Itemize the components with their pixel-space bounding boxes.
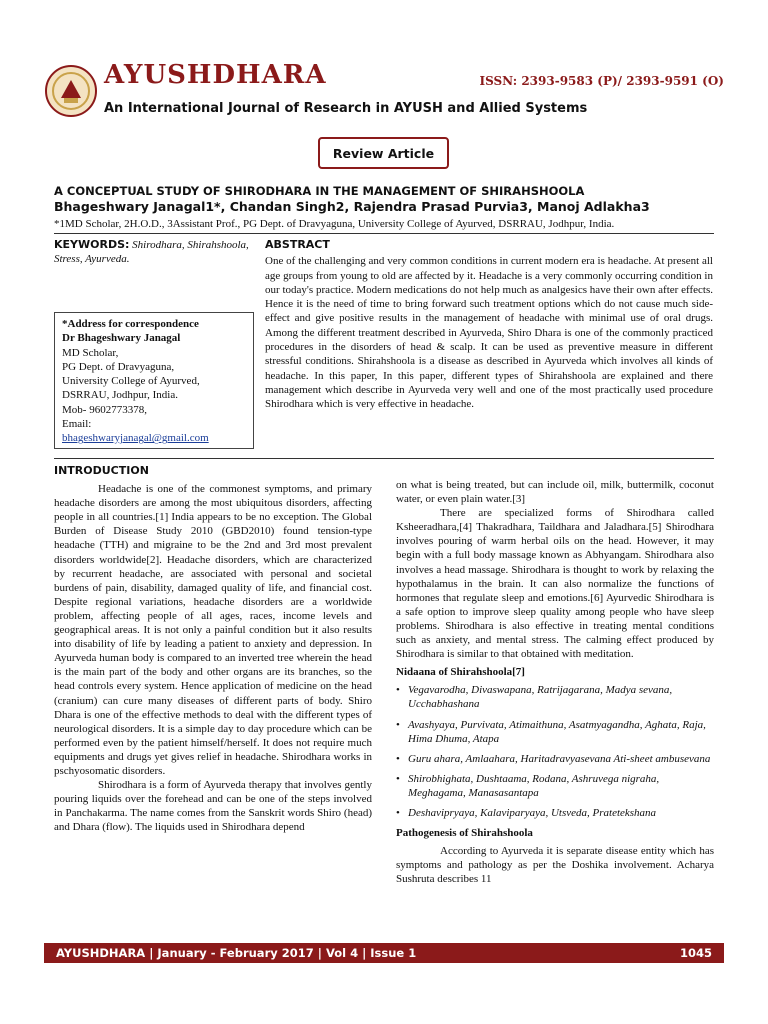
abstract-block (265, 238, 713, 412)
paragraph: on what is being treated, but can include oil, milk, buttermilk, coconut water, or even plain water.[3] (396, 479, 714, 506)
page-footer (44, 943, 724, 963)
paragraph: There are specialized forms of Shirodhara called Ksheeradhara,[4] Thakradhara, Taildhara and Jaladhara.[5] Shirodhara involves pouring of warm herbal oils on the head. However, it may begin with a full body massage known as Abhyangam. Shirodhara also involves a head massage. Shirodhara is thought to work by relaxing the hypothalamus in the brain. It can also normalize the functions of hormones that regulate sleep and emotions.[6] Ayurvedic Shirodhara is a safe option to improve sleep quality among people who have sleep problems. Shirodhara is also effective in treating mental conditions such as anxiety, and mental stress. The calming effect produced by Shirodhara is similar to that obtained with meditation. (396, 507, 714, 661)
journal-logo-icon (44, 64, 98, 118)
address-line: DSRRAU, Jodhpur, India. (62, 389, 178, 402)
paragraph: Shirodhara is a form of Ayurveda therapy that involves gently pouring liquids over the forehead and can be one of the steps involved in Panchakarma. The name comes from the Sanskrit words Shiro (head) and Dhara (flow). The liquids used in Shirodhara depend (54, 779, 372, 834)
footer-citation: AYUSHDHARA | January - February 2017 | Vol 4 | Issue 1 (56, 946, 417, 960)
keywords-label: KEYWORDS: (54, 238, 130, 251)
address-line: University College of Ayurved, (62, 375, 200, 388)
introduction-title: INTRODUCTION (54, 464, 149, 477)
journal-subtitle: An International Journal of Research in AYUSH and Allied Systems (104, 101, 588, 116)
abstract-title: ABSTRACT (265, 238, 330, 251)
journal-header (44, 56, 724, 116)
issn: ISSN: 2393-9583 (P)/ 2393-9591 (O) (479, 74, 724, 88)
right-column (396, 478, 714, 886)
abstract-text: One of the challenging and very common conditions in current modern era is headache. At present all age groups from young to old are affected by it. Headache is a very commonly occurring condition in our today's practice. Modern medications do not help much as analgesics have their own after effects. Hence it is the need of time to bring forward such treatment options which do not cause much side-effect and give positive results in the management of headache with minimal use of oral drugs. Among the different treatment described in Ayurveda, Shiro Dhara is one of the commonly practiced procedures in the disorders of head & scalp. It can be used as preventive measure in different stressful conditions. Shirahshoola is a disease as described in Ayurveda which involves all kinds of headache. In this paper, In this paper, different types of Shirahshoola are explained and there management which describe in Ayurveda very well and one of the most practically used procedure Shirodhara which is very effective in headache. (265, 255, 713, 411)
page-number: 1045 (679, 946, 712, 960)
list-item: • Deshavipryaya, Kalaviparyaya, Utsveda, Pratetekshana (396, 806, 714, 820)
journal-name: AYUSHDHARA (104, 60, 327, 90)
list-item: • Shirobhighata, Dushtaama, Rodana, Ashruvega nigraha, Meghagama, Manasasantapa (396, 772, 714, 800)
article-authors: Bhageshwary Janagal1*, Chandan Singh2, Rajendra Prasad Purvia3, Manoj Adlakha3 (54, 199, 650, 214)
pathogenesis-title: Pathogenesis of Shirahshoola (396, 827, 533, 840)
list-item: • Avashyaya, Purvivata, Atimaithuna, Asatmyagandha, Aghata, Raja, Hima Dhuma, Atapa (396, 718, 714, 746)
divider (54, 233, 714, 234)
address-title: *Address for correspondence (62, 318, 199, 330)
list-item: • Guru ahara, Amlaahara, Haritadravyasevana Ati-sheet ambusevana (396, 752, 714, 766)
article-type-badge: Review Article (318, 137, 449, 169)
article-title: A CONCEPTUAL STUDY OF SHIRODHARA IN THE MANAGEMENT OF SHIRAHSHOOLA (54, 184, 585, 198)
author-affiliation: *1MD Scholar, 2H.O.D., 3Assistant Prof., PG Dept. of Dravyaguna, University College of Ayurved, DSRRAU, Jodhpur, India. (54, 218, 615, 230)
keywords-block (54, 238, 254, 266)
nidaana-title: Nidaana of Shirahshoola[7] (396, 666, 525, 679)
paragraph: According to Ayurveda it is separate disease entity which has symptoms and pathology as per the Doshika involvement. Acharya Sushruta describes 11 (396, 845, 714, 886)
paragraph: Headache is one of the commonest symptoms, and primary headache disorders are among the most ubiquitous disorders, affecting people in all countries.[1] India appears to be no exception. The Global Burden of Disease Study 2010 (GBD2010) found tension-type headache (TTH) and migraine to be the 2nd and 3rd most prevalent disorders worldwide[2]. Headache disorders, which are characterized by recurrent headache, are associated with personal and societal burdens of pain, disability, damaged quality of life, and financial cost. Despite regional variations, headache disorders are a worldwide problem, affecting people of all ages, races, income levels and geographical areas. It is not only a painful condition but it also results into disability of life by leading a patient to anxiety and depression. In Ayurveda human body is compared to an inverted tree wherein the head is the main part of the body and other organs are its branches, so the head controls every system. Hence application of medicine on the head (cranium) can cure many diseases of different parts of body. Shiro Dhara is one of the effective methods to deal with the different types of neurological disorders. It is a simple day to day procedure which can be performed even by the patient himself/herself. It does not require much equipments and drugs yet gives relief in headache. Shirodhara works in pschyosomatic disorders. (54, 483, 372, 777)
correspondence-box (54, 312, 254, 449)
address-line: MD Scholar, (62, 346, 119, 359)
list-item: • Vegavarodha, Divaswapana, Ratrijagarana, Madya sevana, Ucchabhashana (396, 683, 714, 711)
nidaana-list (396, 683, 714, 820)
left-column (54, 464, 372, 834)
keywords-text: Shirodhara, Shirahshoola, Stress, Ayurveda. (54, 239, 249, 265)
address-line: Mob- 9602773378, (62, 403, 147, 416)
address-name: Dr Bhageshwary Janagal (62, 332, 181, 345)
email-link[interactable]: bhageshwaryjanagal@gmail.com (62, 432, 209, 445)
address-line: PG Dept. of Dravyaguna, (62, 360, 175, 373)
divider (54, 458, 714, 459)
address-line: Email: (62, 418, 92, 431)
